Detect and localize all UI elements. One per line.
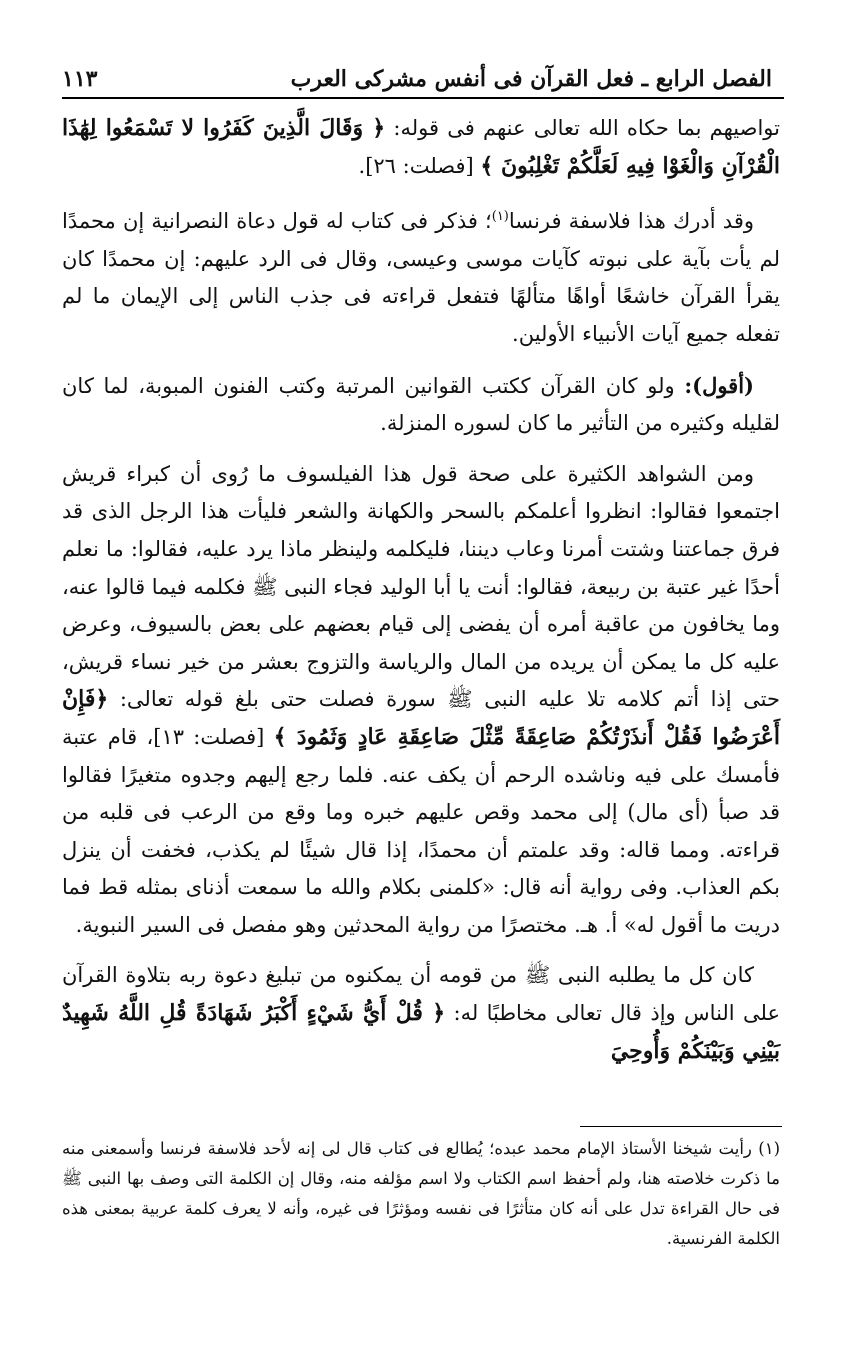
page-number: ١١٣ (62, 66, 98, 92)
lead-word: (أقول): (684, 372, 754, 398)
footnote-rule (580, 1126, 782, 1127)
paragraph-1 (62, 110, 780, 185)
footnote (62, 1134, 780, 1254)
header-rule (62, 97, 784, 99)
paragraph-text: تواصيهم بما حكاه الله تعالى عنهم فى قوله: (385, 116, 780, 140)
running-header (62, 62, 772, 96)
footnote-marker: (١) (491, 209, 509, 225)
paragraph-3 (62, 367, 780, 443)
quran-verse: ﴿ قُلْ أَيُّ شَيْءٍ أَكْبَرُ شَهَادَةً قُلِ اللَّهُ شَهِيدٌ بَيْنِي وَبَيْنَكُمْ وَأُوحِيَ (62, 1000, 780, 1064)
paragraph-text-continued: [فصلت: ١٣]، قام عتبة فأمسك على فيه وناشده الرحم أن يكف عنه. فلما رجع إليهم وجدوه متغيرًا فقالوا قد صبأ (أى مال) إلى محمد وقص عليهم خبره وما وقع من الرعب فى قلبه من قراءته. ومما قاله: وقد علمتم أن محمدًا، إذا قال شيئًا لم يكذب، فخفت أن ينزل بكم العذاب. وفى رواية أنه قال: «كلمنى بكلام والله ما سمعت أذناى بمثله قط فما دريت ما أقول له» أ. هـ. مختصرًا من رواية المحدثين وهو مفصل فى السير النبوية. (62, 724, 780, 937)
footnote-text: (١) رأيت شيخنا الأستاذ الإمام محمد عبده؛ يُطالع فى كتاب قال لى إنه لأحد فلاسفة فرنسا وأسمعنى منه ما ذكرت خلاصته هنا، ولم أحفظ اسم الكتاب ولا اسم مؤلفه منه، وقال إن الكلمة التى وصف بها النبى ﷺ فى حال القراءة تدل على أنه كان متأثرًا فى نفسه ومؤثرًا فى غيره، وأنه لا يعرف كلمة عربية بمعنى هذه الكلمة الفرنسية. (62, 1139, 780, 1248)
paragraph-text: ولو كان القرآن ككتب القوانين المرتبة وكتب الفنون المبوبة، لما كان لقليله وكثيره من التأثير ما كان لسوره المنزلة. (62, 373, 780, 436)
paragraph-text: ومن الشواهد الكثيرة على صحة قول هذا الفيلسوف ما رُوى أن كبراء قريش اجتمعوا فقالوا: انظروا أعلمكم بالسحر والكهانة والشعر فليأت هذا الرجل الذى قد فرق جماعتنا وشتت أمرنا وعاب ديننا، فليكلمه ولينظر ماذا يرد عليه، فقالوا: ما نعلم أحدًا غير عتبة بن ربيعة، فقالوا: أنت يا أبا الوليد فجاء النبى ﷺ فكلمه فيما قالوا عنه، وما يخافون من عاقبة أمره أن يفضى إلى قيام بعضهم على بعض بالسيوف، وعرض عليه كل ما يمكن أن يريده من المال والرياسة والتزوج بعشر من خير نساء قريش، حتى إذا أتم كلامه تلا عليه النبى ﷺ سورة فصلت حتى بلغ قوله تعالى: (62, 461, 780, 712)
paragraph-4 (62, 456, 780, 945)
quran-verse: ﴿فَإِنْ أَعْرَضُوا فَقُلْ أَنذَرْتُكُمْ صَاعِقَةً مِّثْلَ صَاعِقَةِ عَادٍ وَثَمُودَ ﴾ (62, 686, 780, 750)
paragraph-5 (62, 957, 780, 1070)
paragraph-text-continued: ؛ فذكر فى كتاب له قول دعاة النصرانية إن محمدًا لم يأت بآية على نبوته كآيات موسى وعيسى، وقال فى الرد عليهم: إن محمدًا كان يقرأ القرآن خاشعًا أواهًا متألهًا فتفعل قراءته فى جذب الناس إلى الإيمان ما لم تفعله جميع آيات الأنبياء الأولين. (62, 209, 780, 346)
paragraph-text: كان كل ما يطلبه النبى ﷺ من قومه أن يمكنوه من تبليغ دعوة ربه بتلاوة القرآن على الناس وإذ قال تعالى مخاطبًا له: (62, 963, 780, 1026)
verse-reference: [فصلت: ٢٦]. (358, 153, 481, 178)
main-text (62, 110, 780, 1083)
chapter-title: الفصل الرابع ـ فعل القرآن فى أنفس مشركى العرب (290, 66, 772, 92)
quran-verse: ﴿ وَقَالَ الَّذِينَ كَفَرُوا لا تَسْمَعُوا لِهَٰذَا الْقُرْآنِ وَالْغَوْا فِيهِ لَعَلَّكُمْ تَغْلِبُونَ ﴾ (62, 115, 780, 179)
paragraph-text: وقد أدرك هذا فلاسفة فرنسا (508, 209, 754, 234)
paragraph-2 (62, 198, 780, 353)
